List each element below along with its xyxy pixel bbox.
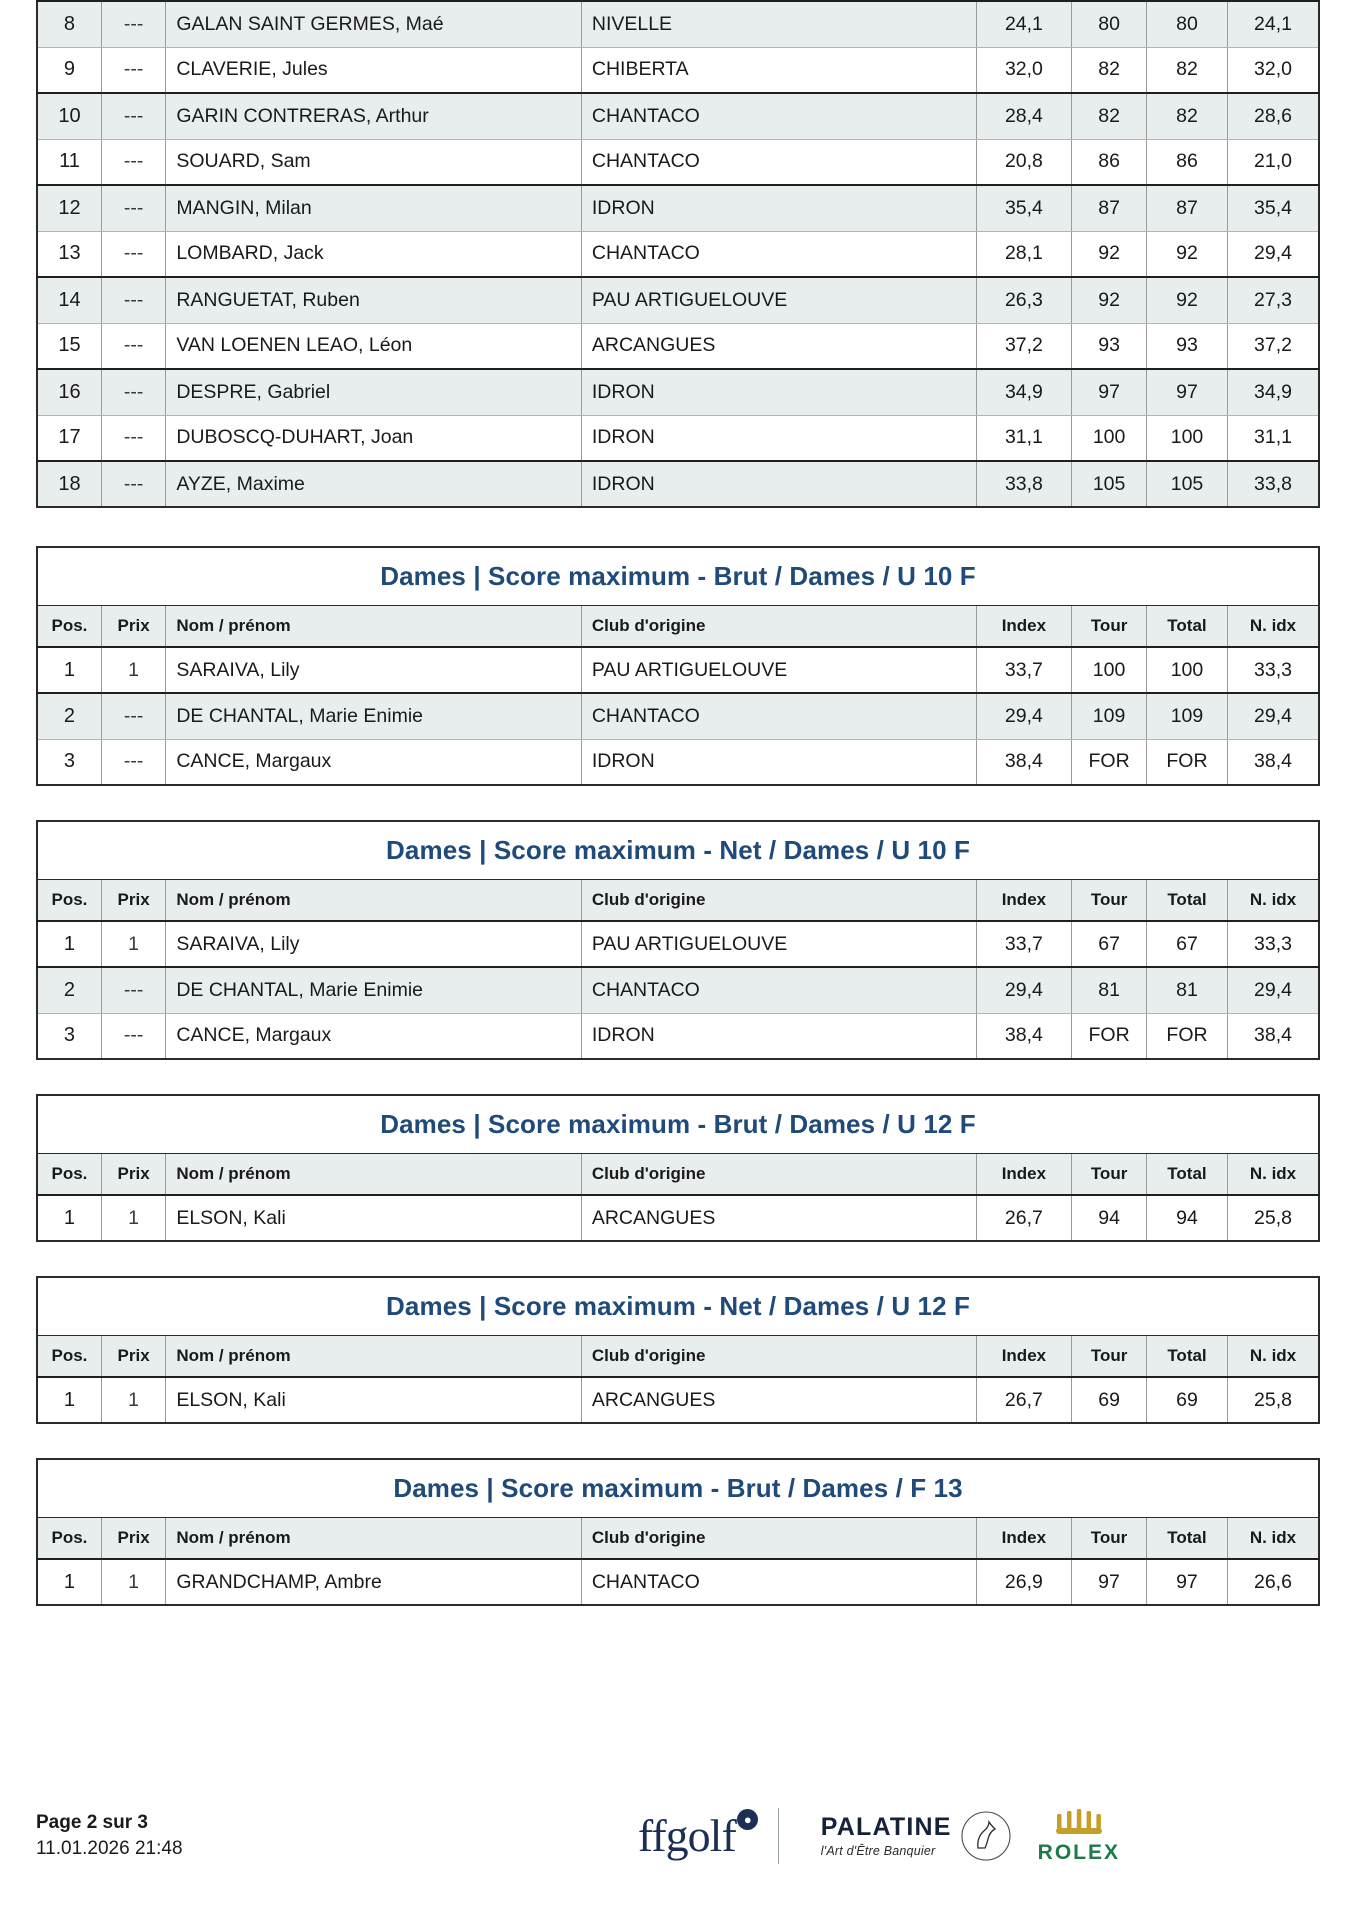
cell-club: IDRON — [581, 461, 976, 507]
cell-club: PAU ARTIGUELOUVE — [581, 647, 976, 693]
cell-tour: 81 — [1072, 967, 1147, 1013]
cell-nidx: 33,8 — [1228, 461, 1319, 507]
cell-nidx: 27,3 — [1228, 277, 1319, 323]
column-header-prix: Prix — [101, 1335, 165, 1377]
cell-total: 105 — [1147, 461, 1228, 507]
cell-club: PAU ARTIGUELOUVE — [581, 277, 976, 323]
cell-pos: 2 — [37, 967, 101, 1013]
cell-pos: 1 — [37, 921, 101, 967]
cell-total: 93 — [1147, 323, 1228, 369]
column-header-prix: Prix — [101, 1517, 165, 1559]
cell-nom: DE CHANTAL, Marie Enimie — [166, 693, 582, 739]
continued-results-table — [36, 0, 1320, 508]
cell-nom: DESPRE, Gabriel — [166, 369, 582, 415]
column-header-row — [37, 879, 1319, 921]
cell-index: 31,1 — [976, 415, 1072, 461]
cell-total: 94 — [1146, 1195, 1227, 1241]
column-header-index: Index — [976, 879, 1072, 921]
page-number: Page 2 sur 3 — [36, 1812, 148, 1834]
cell-nom: DE CHANTAL, Marie Enimie — [166, 967, 582, 1013]
table-row — [37, 1, 1319, 47]
column-header-club: Club d'origine — [581, 879, 976, 921]
cell-tour: FOR — [1072, 1013, 1147, 1059]
cell-nom: CANCE, Margaux — [166, 1013, 582, 1059]
column-header-total: Total — [1146, 1335, 1227, 1377]
cell-club: CHANTACO — [581, 967, 976, 1013]
cell-club: IDRON — [581, 1013, 976, 1059]
cell-index: 28,1 — [976, 231, 1072, 277]
cell-total: 69 — [1146, 1377, 1227, 1423]
cell-prix: --- — [101, 739, 165, 785]
cell-club: IDRON — [581, 185, 976, 231]
cell-pos: 8 — [37, 1, 101, 47]
cell-total: 80 — [1147, 1, 1228, 47]
palatine-tagline: l'Art d'Être Banquier — [820, 1843, 936, 1858]
cell-club: ARCANGUES — [581, 323, 976, 369]
cell-tour: 67 — [1072, 921, 1147, 967]
cell-total: 82 — [1147, 47, 1228, 93]
cell-total: 67 — [1146, 921, 1227, 967]
table-row — [37, 921, 1319, 967]
section-title: Dames | Score maximum - Brut / Dames / U 10 F — [37, 547, 1319, 605]
cell-club: ARCANGUES — [581, 1377, 976, 1423]
cell-prix: 1 — [101, 921, 165, 967]
cell-nom: RANGUETAT, Ruben — [166, 277, 582, 323]
section-title-row — [37, 1095, 1319, 1153]
cell-nom: GARIN CONTRERAS, Arthur — [166, 93, 582, 139]
cell-index: 26,7 — [976, 1377, 1072, 1423]
column-header-prix: Prix — [101, 879, 165, 921]
cell-total: 109 — [1146, 693, 1227, 739]
cell-nom: ELSON, Kali — [166, 1195, 582, 1241]
column-header-tour: Tour — [1072, 605, 1147, 647]
cell-index: 33,8 — [976, 461, 1072, 507]
column-header-pos: Pos. — [37, 1335, 101, 1377]
cell-pos: 14 — [37, 277, 101, 323]
table-row — [37, 647, 1319, 693]
column-header-club: Club d'origine — [581, 605, 976, 647]
cell-pos: 1 — [37, 1195, 101, 1241]
cell-nidx: 25,8 — [1227, 1195, 1319, 1241]
cell-pos: 12 — [37, 185, 101, 231]
cell-club: CHANTACO — [581, 139, 976, 185]
column-header-nom: Nom / prénom — [166, 1335, 582, 1377]
cell-nidx: 38,4 — [1227, 739, 1319, 785]
cell-tour: 100 — [1072, 415, 1147, 461]
page-footer — [36, 1788, 1320, 1884]
cell-index: 28,4 — [976, 93, 1072, 139]
cell-tour: 82 — [1072, 47, 1147, 93]
cell-nidx: 34,9 — [1228, 369, 1319, 415]
table-row — [37, 415, 1319, 461]
cell-index: 26,9 — [976, 1559, 1072, 1605]
rolex-logo — [1038, 1809, 1120, 1863]
cell-total: 100 — [1146, 647, 1227, 693]
column-header-total: Total — [1146, 879, 1227, 921]
cell-index: 33,7 — [976, 921, 1072, 967]
cell-tour: 82 — [1072, 93, 1147, 139]
cell-prix: --- — [101, 47, 165, 93]
cell-total: 82 — [1147, 93, 1228, 139]
cell-nidx: 33,3 — [1227, 647, 1319, 693]
cell-club: IDRON — [581, 369, 976, 415]
cell-total: FOR — [1146, 1013, 1227, 1059]
cell-nidx: 35,4 — [1228, 185, 1319, 231]
cell-club: PAU ARTIGUELOUVE — [581, 921, 976, 967]
column-header-index: Index — [976, 1153, 1072, 1195]
section-title: Dames | Score maximum - Net / Dames / U 12 F — [37, 1277, 1319, 1335]
column-header-club: Club d'origine — [581, 1517, 976, 1559]
cell-prix: --- — [101, 323, 165, 369]
cell-tour: 97 — [1072, 1559, 1147, 1605]
cell-index: 35,4 — [976, 185, 1072, 231]
cell-nom: CLAVERIE, Jules — [166, 47, 582, 93]
cell-tour: 92 — [1072, 231, 1147, 277]
cell-prix: --- — [101, 967, 165, 1013]
generation-timestamp: 11.01.2026 21:48 — [36, 1838, 183, 1859]
section-title: Dames | Score maximum - Brut / Dames / U 12 F — [37, 1095, 1319, 1153]
column-header-club: Club d'origine — [581, 1153, 976, 1195]
cell-prix: --- — [101, 1013, 165, 1059]
cell-nom: MANGIN, Milan — [166, 185, 582, 231]
cell-nidx: 38,4 — [1228, 1013, 1319, 1059]
section-title-row — [37, 1459, 1319, 1517]
cell-pos: 10 — [37, 93, 101, 139]
cell-club: CHANTACO — [581, 693, 976, 739]
table-row — [37, 139, 1319, 185]
cell-pos: 1 — [37, 1559, 101, 1605]
table-row — [37, 185, 1319, 231]
cell-tour: 105 — [1072, 461, 1147, 507]
cell-club: IDRON — [581, 415, 976, 461]
cell-prix: --- — [101, 461, 165, 507]
cell-tour: 69 — [1072, 1377, 1147, 1423]
cell-index: 33,7 — [976, 647, 1072, 693]
results-table — [36, 1458, 1320, 1606]
column-header-nidx: N. idx — [1227, 1517, 1319, 1559]
cell-tour: 86 — [1072, 139, 1147, 185]
cell-club: IDRON — [581, 739, 976, 785]
column-header-index: Index — [976, 1335, 1072, 1377]
cell-total: 92 — [1147, 231, 1228, 277]
cell-tour: 97 — [1072, 369, 1147, 415]
cell-index: 29,4 — [976, 967, 1072, 1013]
cell-club: CHANTACO — [581, 93, 976, 139]
results-section — [36, 1458, 1320, 1606]
column-header-pos: Pos. — [37, 879, 101, 921]
cell-club: NIVELLE — [581, 1, 976, 47]
cell-pos: 16 — [37, 369, 101, 415]
cell-nom: SARAIVA, Lily — [166, 647, 582, 693]
cell-pos: 3 — [37, 739, 101, 785]
cell-nom: VAN LOENEN LEAO, Léon — [166, 323, 582, 369]
cell-prix: --- — [101, 1, 165, 47]
cell-pos: 15 — [37, 323, 101, 369]
results-table — [36, 820, 1320, 1060]
table-row — [37, 461, 1319, 507]
palatine-text — [820, 1812, 952, 1858]
column-header-pos: Pos. — [37, 605, 101, 647]
cell-nidx: 31,1 — [1228, 415, 1319, 461]
cell-nidx: 28,6 — [1228, 93, 1319, 139]
column-header-tour: Tour — [1072, 879, 1147, 921]
cell-index: 32,0 — [976, 47, 1072, 93]
column-header-pos: Pos. — [37, 1517, 101, 1559]
column-header-nidx: N. idx — [1227, 1153, 1319, 1195]
cell-tour: 109 — [1072, 693, 1147, 739]
results-table — [36, 1276, 1320, 1424]
cell-prix: --- — [101, 369, 165, 415]
continued-results-table-wrapper — [36, 0, 1320, 508]
cell-index: 34,9 — [976, 369, 1072, 415]
column-header-prix: Prix — [101, 605, 165, 647]
cell-total: 97 — [1146, 1559, 1227, 1605]
cell-nom: AYZE, Maxime — [166, 461, 582, 507]
section-title-row — [37, 821, 1319, 879]
cell-tour: FOR — [1072, 739, 1147, 785]
column-header-index: Index — [976, 605, 1072, 647]
column-header-tour: Tour — [1072, 1153, 1147, 1195]
cell-nom: GALAN SAINT GERMES, Maé — [166, 1, 582, 47]
column-header-row — [37, 605, 1319, 647]
column-header-tour: Tour — [1072, 1517, 1147, 1559]
cell-club: CHANTACO — [581, 1559, 976, 1605]
column-header-nidx: N. idx — [1228, 879, 1319, 921]
column-header-row — [37, 1153, 1319, 1195]
footer-page-info — [36, 1810, 183, 1861]
column-header-nom: Nom / prénom — [166, 605, 582, 647]
cell-nidx: 21,0 — [1228, 139, 1319, 185]
cell-nidx: 29,4 — [1227, 693, 1319, 739]
cell-prix: --- — [101, 231, 165, 277]
palatine-name: PALATINE — [820, 1812, 952, 1841]
cell-pos: 18 — [37, 461, 101, 507]
cell-pos: 1 — [37, 647, 101, 693]
results-section — [36, 1276, 1320, 1424]
column-header-club: Club d'origine — [581, 1335, 976, 1377]
column-header-total: Total — [1146, 1517, 1227, 1559]
table-row — [37, 323, 1319, 369]
cell-prix: --- — [101, 185, 165, 231]
palatine-logo — [821, 1810, 1012, 1862]
cell-nom: SARAIVA, Lily — [166, 921, 582, 967]
column-header-tour: Tour — [1072, 1335, 1147, 1377]
column-header-nom: Nom / prénom — [166, 1517, 582, 1559]
cell-index: 38,4 — [976, 1013, 1072, 1059]
table-row — [37, 231, 1319, 277]
cell-total: 81 — [1146, 967, 1227, 1013]
section-title: Dames | Score maximum - Net / Dames / U 10 F — [37, 821, 1319, 879]
cell-total: FOR — [1146, 739, 1227, 785]
cell-tour: 94 — [1072, 1195, 1147, 1241]
cell-pos: 3 — [37, 1013, 101, 1059]
cell-prix: --- — [101, 93, 165, 139]
cell-prix: 1 — [101, 1195, 165, 1241]
cell-prix: 1 — [101, 1559, 165, 1605]
table-row — [37, 47, 1319, 93]
cell-pos: 17 — [37, 415, 101, 461]
section-title-row — [37, 547, 1319, 605]
column-header-total: Total — [1146, 605, 1227, 647]
table-row — [37, 967, 1319, 1013]
cell-nidx: 33,3 — [1228, 921, 1319, 967]
cell-index: 24,1 — [976, 1, 1072, 47]
cell-pos: 9 — [37, 47, 101, 93]
cell-nidx: 24,1 — [1228, 1, 1319, 47]
table-row — [37, 1195, 1319, 1241]
table-row — [37, 1559, 1319, 1605]
cell-tour: 92 — [1072, 277, 1147, 323]
cell-club: CHANTACO — [581, 231, 976, 277]
cell-nom: GRANDCHAMP, Ambre — [166, 1559, 582, 1605]
cell-index: 20,8 — [976, 139, 1072, 185]
footer-logos — [638, 1808, 1120, 1864]
cell-nidx: 32,0 — [1228, 47, 1319, 93]
cell-index: 26,3 — [976, 277, 1072, 323]
registered-trademark-icon: ● — [737, 1809, 758, 1830]
rolex-crown-icon — [1053, 1809, 1105, 1839]
column-header-pos: Pos. — [37, 1153, 101, 1195]
cell-nidx: 25,8 — [1228, 1377, 1319, 1423]
results-table — [36, 1094, 1320, 1242]
cell-nom: DUBOSCQ-DUHART, Joan — [166, 415, 582, 461]
cell-nidx: 26,6 — [1227, 1559, 1319, 1605]
cell-total: 86 — [1147, 139, 1228, 185]
cell-prix: --- — [101, 415, 165, 461]
section-title: Dames | Score maximum - Brut / Dames / F 13 — [37, 1459, 1319, 1517]
section-title-row — [37, 1277, 1319, 1335]
column-header-prix: Prix — [101, 1153, 165, 1195]
table-row — [37, 693, 1319, 739]
table-row — [37, 739, 1319, 785]
cell-prix: 1 — [101, 647, 165, 693]
cell-nom: LOMBARD, Jack — [166, 231, 582, 277]
cell-nidx: 29,4 — [1228, 231, 1319, 277]
table-row — [37, 1377, 1319, 1423]
column-header-nom: Nom / prénom — [166, 879, 582, 921]
results-section — [36, 546, 1320, 786]
cell-pos: 2 — [37, 693, 101, 739]
column-header-nidx: N. idx — [1228, 1335, 1319, 1377]
cell-index: 38,4 — [976, 739, 1072, 785]
cell-tour: 93 — [1072, 323, 1147, 369]
column-header-row — [37, 1335, 1319, 1377]
column-header-total: Total — [1146, 1153, 1227, 1195]
cell-prix: --- — [101, 277, 165, 323]
column-header-nom: Nom / prénom — [166, 1153, 582, 1195]
palatine-horse-icon — [960, 1810, 1012, 1862]
cell-total: 100 — [1147, 415, 1228, 461]
cell-nidx: 29,4 — [1228, 967, 1319, 1013]
column-header-nidx: N. idx — [1227, 605, 1319, 647]
table-row — [37, 277, 1319, 323]
cell-prix: --- — [101, 139, 165, 185]
cell-total: 97 — [1147, 369, 1228, 415]
cell-nidx: 37,2 — [1228, 323, 1319, 369]
table-row — [37, 369, 1319, 415]
cell-total: 92 — [1147, 277, 1228, 323]
cell-index: 29,4 — [976, 693, 1072, 739]
cell-club: ARCANGUES — [581, 1195, 976, 1241]
column-header-index: Index — [976, 1517, 1072, 1559]
sections-host — [36, 546, 1320, 1606]
cell-prix: 1 — [101, 1377, 165, 1423]
ffgolf-logo-text: ffgolf — [637, 1810, 736, 1861]
cell-index: 37,2 — [976, 323, 1072, 369]
cell-index: 26,7 — [976, 1195, 1072, 1241]
cell-club: CHIBERTA — [581, 47, 976, 93]
table-row — [37, 93, 1319, 139]
cell-pos: 11 — [37, 139, 101, 185]
results-section — [36, 820, 1320, 1060]
footer-logo-divider — [778, 1808, 779, 1864]
cell-nom: CANCE, Margaux — [166, 739, 582, 785]
cell-nom: SOUARD, Sam — [166, 139, 582, 185]
table-row — [37, 1013, 1319, 1059]
ffgolf-logo — [637, 1810, 751, 1861]
cell-pos: 13 — [37, 231, 101, 277]
cell-tour: 80 — [1072, 1, 1147, 47]
cell-tour: 87 — [1072, 185, 1147, 231]
column-header-row — [37, 1517, 1319, 1559]
cell-pos: 1 — [37, 1377, 101, 1423]
cell-tour: 100 — [1072, 647, 1147, 693]
continued-table-body — [37, 1, 1319, 507]
rolex-name: ROLEX — [1037, 1841, 1120, 1864]
results-section — [36, 1094, 1320, 1242]
cell-total: 87 — [1147, 185, 1228, 231]
cell-nom: ELSON, Kali — [166, 1377, 582, 1423]
cell-prix: --- — [101, 693, 165, 739]
results-table — [36, 546, 1320, 786]
